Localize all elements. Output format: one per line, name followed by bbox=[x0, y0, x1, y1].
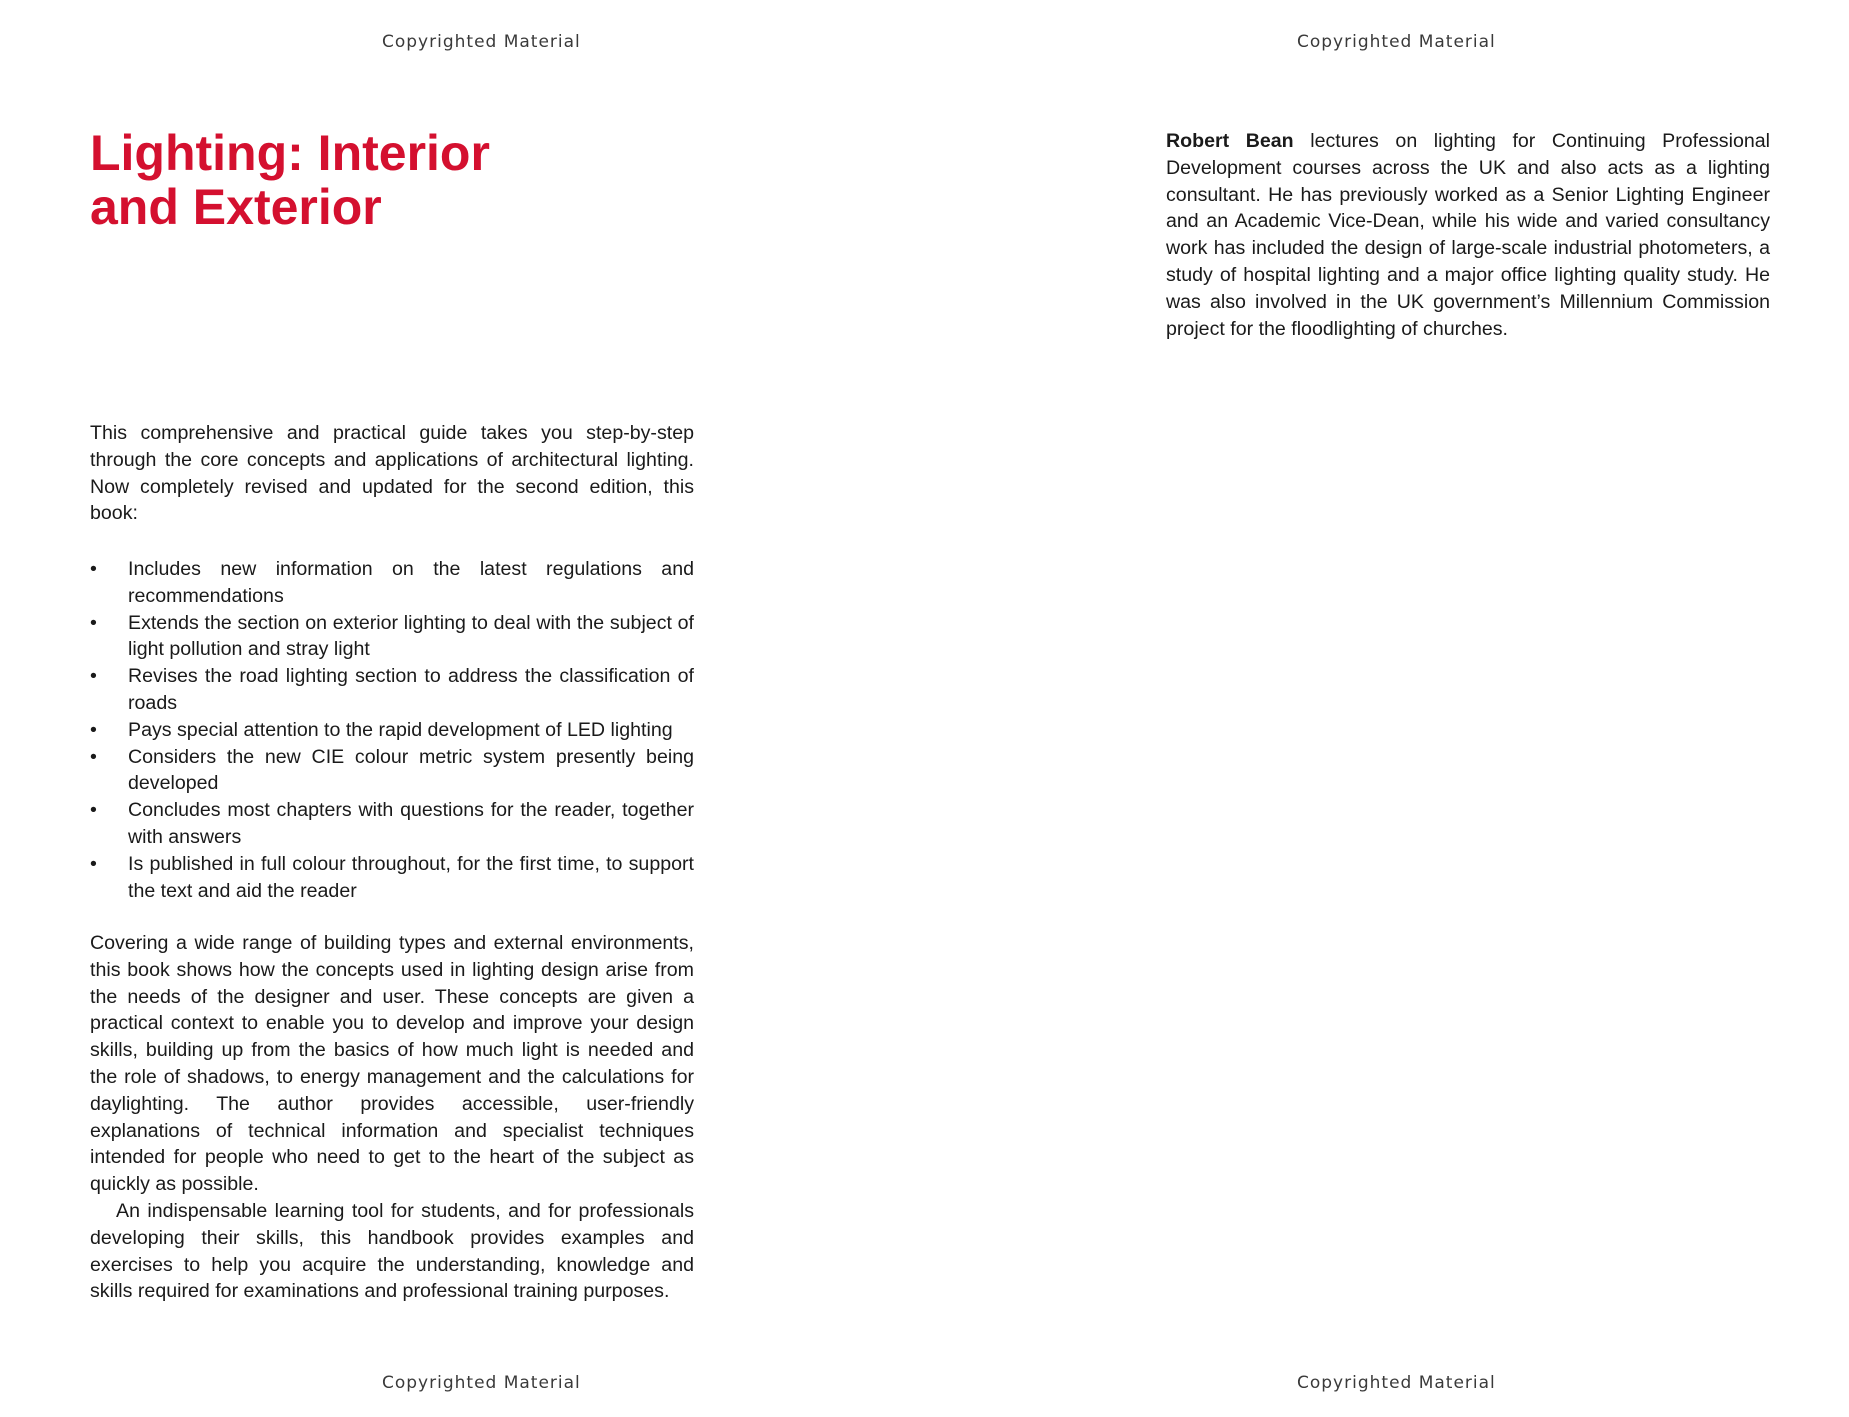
list-item bbox=[90, 744, 694, 798]
list-item bbox=[90, 851, 694, 905]
book-title-line-1: Lighting: Interior bbox=[90, 125, 490, 181]
bullet-icon: • bbox=[90, 611, 97, 634]
list-item-text: Revises the road lighting section to address the classification of roads bbox=[128, 665, 694, 714]
list-item-text: Pays special attention to the rapid development of LED lighting bbox=[128, 718, 673, 741]
watermark-bottom: Copyrighted Material bbox=[382, 1373, 581, 1393]
list-item bbox=[90, 663, 694, 717]
feature-list bbox=[90, 556, 694, 904]
list-item-text: Includes new information on the latest regulations and recommendations bbox=[128, 558, 694, 607]
bullet-icon: • bbox=[90, 745, 97, 768]
author-name: Robert Bean bbox=[1166, 130, 1294, 152]
author-bio-text: lectures on lighting for Continuing Professional Development courses across the UK and also acts as a lighting consultant. He has previously worked as a Senior Lighting Engineer and an Academic Vice-Dean, while his wide and varied consultancy work has included the design of large-scale industrial photometers, a study of hospital lighting and a major office lighting quality study. He was also involved in the UK government’s Millennium Commission project for the floodlighting of churches. bbox=[1166, 130, 1770, 340]
right-page bbox=[925, 0, 1849, 1417]
list-item-text: Extends the section on exterior lighting to deal with the subject of light pollution and stray light bbox=[128, 611, 694, 661]
watermark-top: Copyrighted Material bbox=[382, 32, 581, 52]
list-item-text: Concludes most chapters with questions for the reader, together with answers bbox=[128, 799, 694, 848]
bullet-icon: • bbox=[90, 852, 97, 875]
description-paragraph-2: An indispensable learning tool for students, and for professionals developing their skills, this handbook provides examples and exercises to help you acquire the understanding, knowledge and skills required for examinations and professional training purposes. bbox=[90, 1199, 694, 1303]
list-item bbox=[90, 556, 694, 610]
author-bio bbox=[1166, 128, 1770, 342]
book-title bbox=[90, 126, 490, 234]
intro-text: This comprehensive and practical guide takes you step-by-step through the core concepts and applications of architectural lighting. Now completely revised and updated for the second edition, this book: bbox=[90, 422, 694, 525]
description bbox=[90, 930, 694, 1305]
list-item bbox=[90, 717, 694, 744]
list-item-text: Is published in full colour throughout, for the first time, to support the text and aid the reader bbox=[128, 852, 694, 902]
watermark-bottom: Copyrighted Material bbox=[1297, 1373, 1496, 1393]
intro-paragraph bbox=[90, 420, 694, 527]
bullet-icon: • bbox=[90, 718, 97, 741]
list-item-text: Considers the new CIE colour metric system presently being developed bbox=[128, 745, 694, 795]
bullet-icon: • bbox=[90, 665, 97, 688]
list-item bbox=[90, 610, 694, 664]
book-title-line-2: and Exterior bbox=[90, 179, 382, 235]
list-item bbox=[90, 797, 694, 851]
bullet-icon: • bbox=[90, 558, 97, 580]
description-paragraph-1: Covering a wide range of building types and external environments, this book shows how the concepts used in lighting design arise from the needs of the designer and user. These concepts are given a practical context to enable you to develop and improve your design skills, building up from the basics of how much light is needed and the role of shadows, to energy management and the calculations for daylighting. The author provides accessible, user-friendly explanations of technical information and specialist techniques intended for people who need to get to the heart of the subject as quickly as possible. bbox=[90, 932, 694, 1196]
watermark-top: Copyrighted Material bbox=[1297, 32, 1496, 52]
bullet-icon: • bbox=[90, 799, 97, 822]
